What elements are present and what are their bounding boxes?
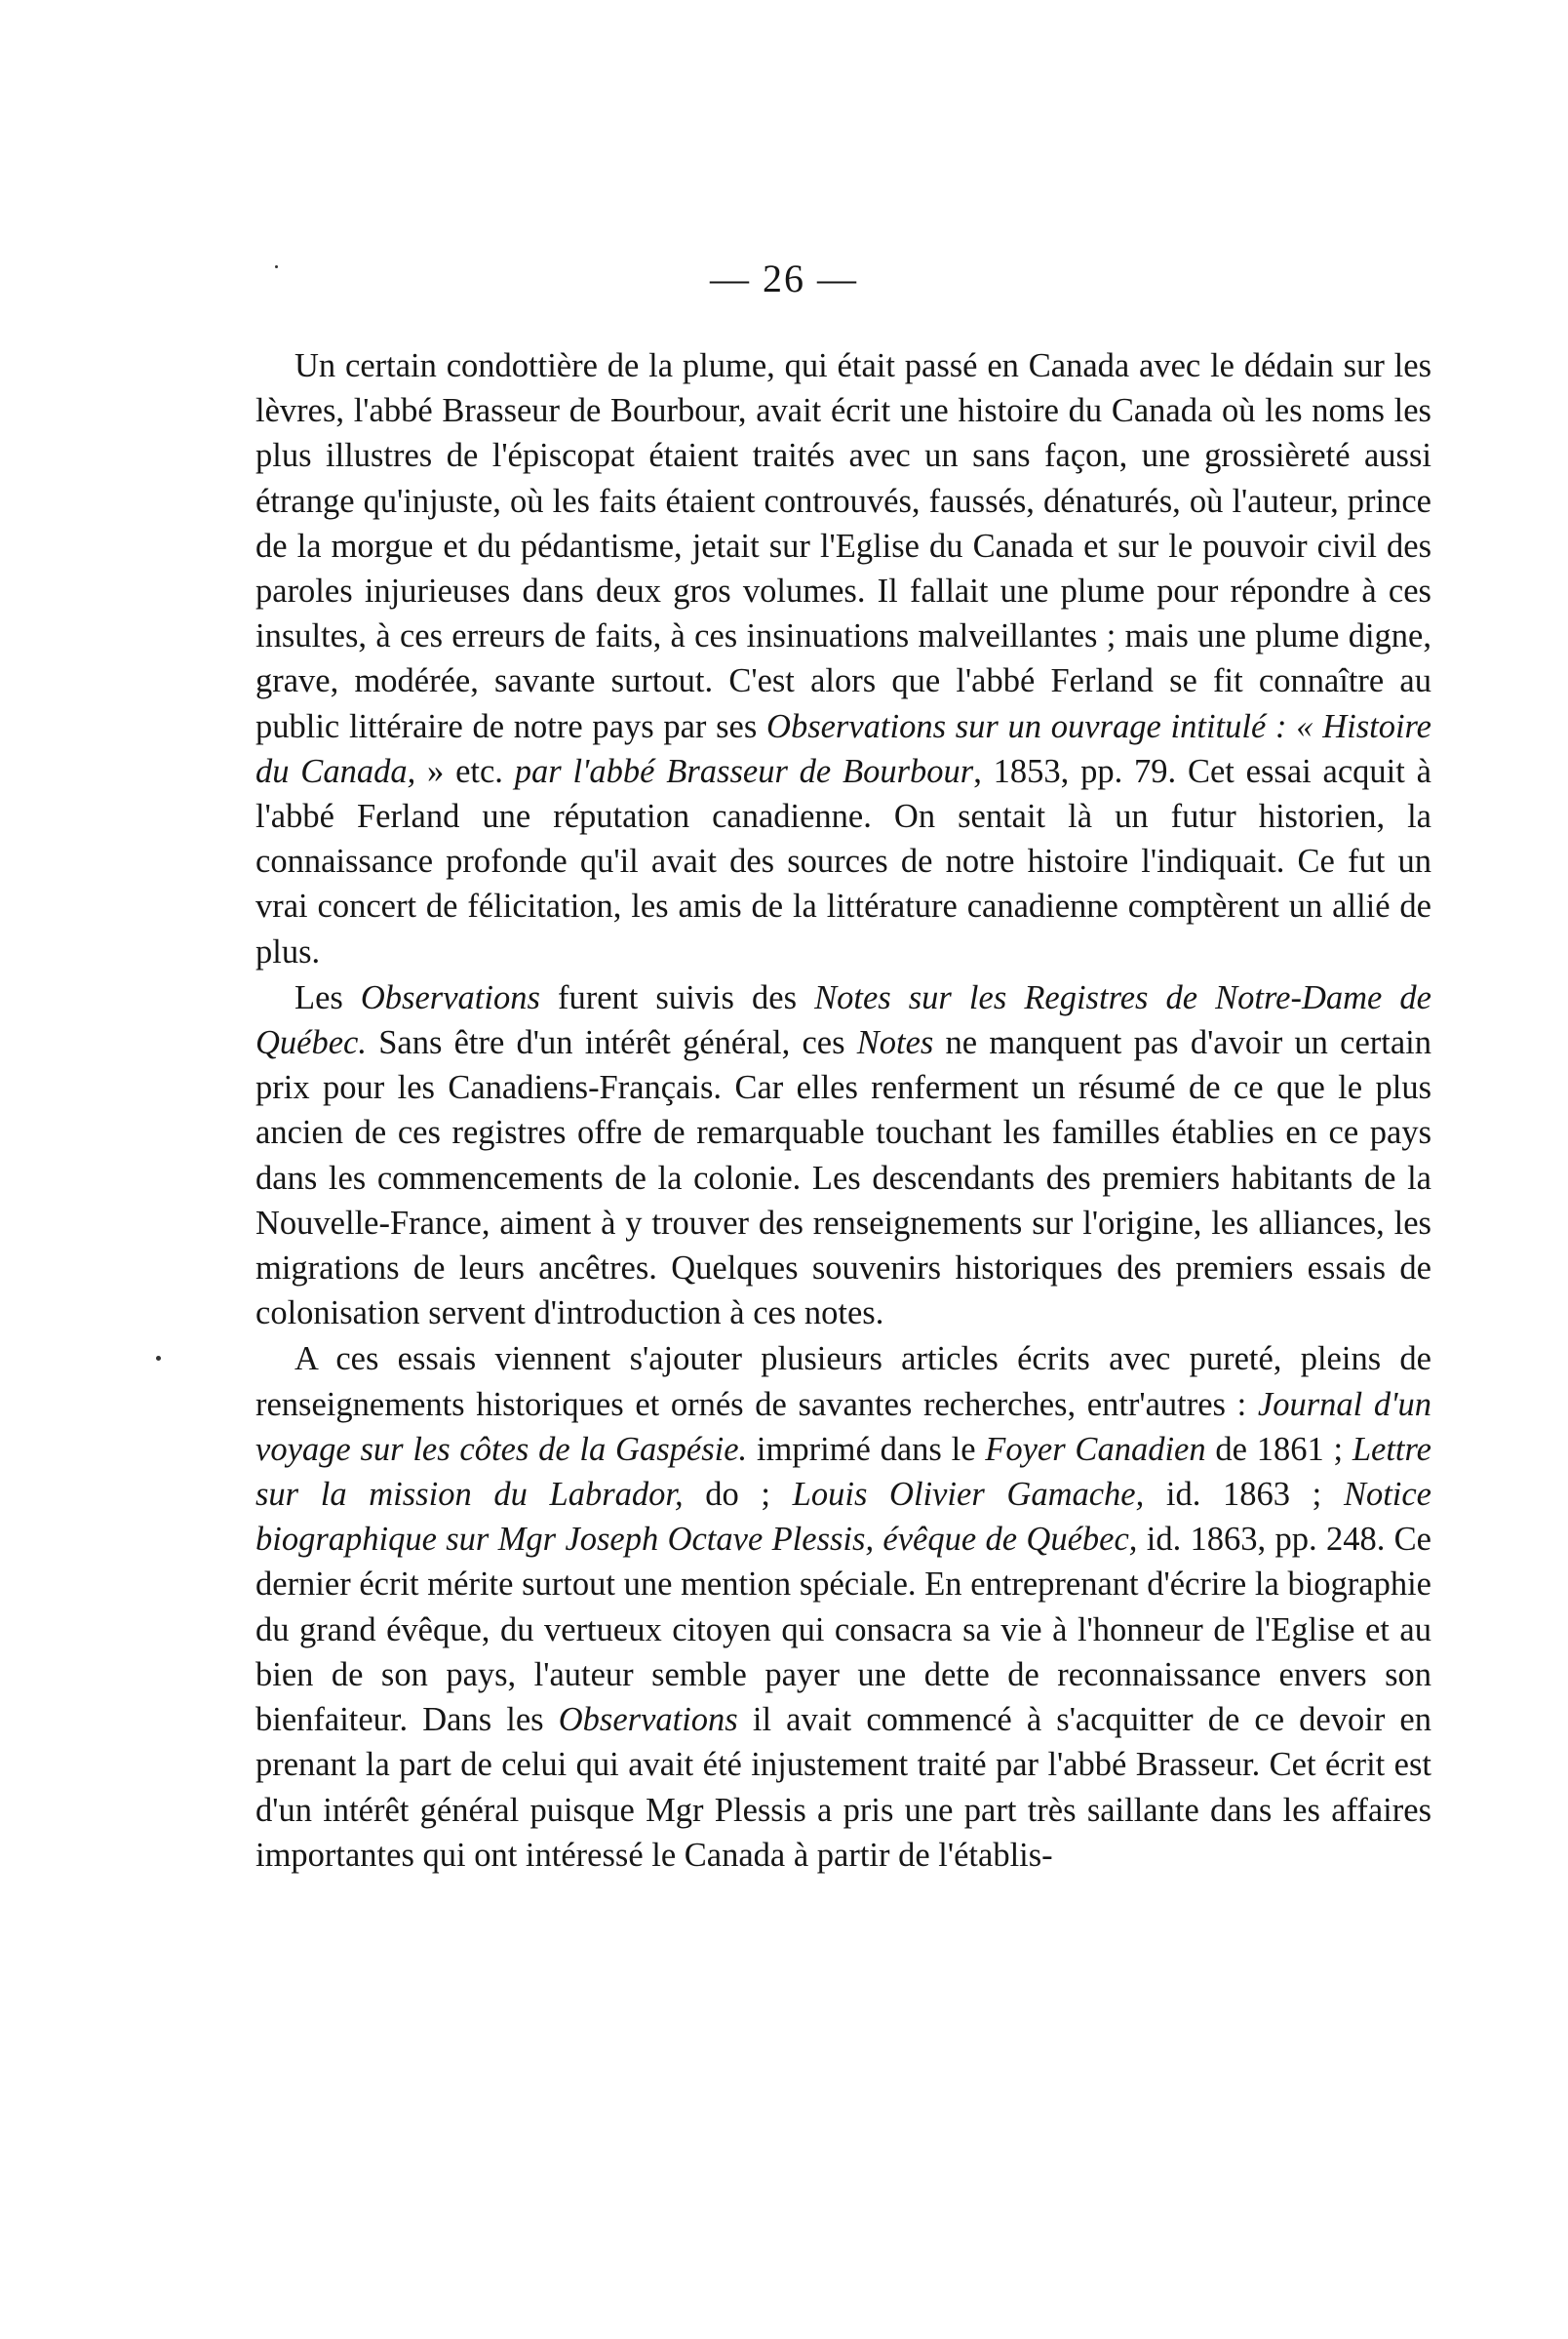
body-text-run: de 1861 ; <box>1205 1430 1352 1468</box>
body-text-run: do ; <box>683 1476 793 1514</box>
body-text-run: Un certain condottière de la plume, qui était passé en Canada avec le dédain sur les lèvres, l'abbé Brasseur de Bourbour, avait écrit une histoire du Canada où les noms les plus illustres de l'épiscopat étaient traités avec un sans façon, une grossièreté aussi étrange qu'injuste, où les faits étaient controuvés, faussés, dénaturés, où l'auteur, prince de la morgue et du pédantisme, jetait sur l'Eglise du Canada et sur le pouvoir civil des paroles injurieuses dans deux gros volumes. Il fallait une plume pour répondre à ces insultes, à ces erreurs de faits, à ces insinuations malveillantes ; mais une plume digne, grave, modérée, savante surtout. C'est alors que l'abbé Ferland se fit connaître au public littéraire de notre pays par ses <box>255 347 1431 745</box>
italic-title-text: Notes <box>856 1024 934 1062</box>
italic-title-text: par l'abbé Brasseur de Bourbour <box>514 752 974 790</box>
body-text-run: il avait commencé à s'acquitter de ce devoir en prenant la part de celui qui avait été injustement traité par l'abbé Brasseur. Cet écrit est d'un intérêt général puisque Mgr Plessis a pris une part très saillante dans les affaires importantes qui ont intéressé le Canada à partir de l'établis- <box>255 1701 1431 1874</box>
body-text-run: Les <box>294 978 361 1016</box>
italic-title-text: Observations <box>558 1701 738 1739</box>
paragraph-1 <box>255 343 1431 974</box>
body-text-run: ne manquent pas d'avoir un certain prix pour les Canadiens-Français. Car elles renferment un résumé de ce que le plus ancien de ces registres offre de remarquable touchant les familles établies en ce pays dans les commencements de la colonie. Les descendants des premiers habitants de la Nouvelle-France, aiment à y trouver des renseignements sur l'origine, les alliances, les migrations de leurs ancêtres. Quelques souvenirs historiques des premiers essais de colonisation servent d'introduction à ces notes. <box>255 1024 1431 1332</box>
body-text-run: , 1853, pp. 79. Cet essai acquit à l'abbé Ferland une réputation canadienne. On sentait là un futur historien, la connaissance profonde qu'il avait des sources de notre histoire l'indiquait. Ce fut un vrai concert de félicitation, les amis de la littérature canadienne comptèrent un allié de plus. <box>255 752 1431 971</box>
body-text-run: id. 1863 ; <box>1144 1476 1344 1514</box>
italic-title-text: Foyer Canadien <box>985 1430 1206 1468</box>
paragraph-2 <box>255 975 1431 1336</box>
italic-title-text: Notes sur les Registres de Notre-Dame de Québec. <box>255 978 1431 1062</box>
paragraph-3 <box>255 1336 1431 1877</box>
scan-speck <box>275 265 278 268</box>
body-text-run: id. 1863, pp. 248. Ce dernier écrit mérite surtout une mention spéciale. En entreprenant d'écrire la biographie du grand évêque, du vertueux citoyen qui consacra sa vie à l'honneur de l'Eglise et au bien de son pays, l'auteur semble payer une dette de reconnaissance envers son bienfaiteur. Dans les <box>255 1521 1431 1739</box>
page-number: — 26 — <box>710 257 858 300</box>
italic-title-text: Observations <box>360 978 540 1016</box>
body-text <box>255 343 1431 1878</box>
italic-title-text: Notice biographique sur Mgr Joseph Octave Plessis, évêque de Québec, <box>255 1476 1431 1559</box>
italic-title-text: Louis Olivier Gamache, <box>792 1476 1145 1514</box>
italic-title-text: Journal d'un voyage sur les côtes de la Gaspésie. <box>255 1385 1431 1468</box>
body-text-run: Sans être d'un intérêt général, ces <box>366 1024 857 1062</box>
body-text-run: furent suivis des <box>539 978 815 1016</box>
body-text-run: imprimé dans le <box>747 1430 986 1468</box>
body-text-run: » etc. <box>415 752 515 790</box>
italic-title-text: Observations sur un ouvrage intitulé : « Histoire du Canada, <box>255 707 1431 790</box>
body-text-run: A ces essais viennent s'ajouter plusieurs articles écrits avec pureté, pleins de renseignements historiques et ornés de savantes recherches, entr'autres : <box>255 1340 1431 1423</box>
italic-title-text: Lettre sur la mission du Labrador, <box>255 1430 1431 1514</box>
scan-speck <box>156 1356 161 1361</box>
